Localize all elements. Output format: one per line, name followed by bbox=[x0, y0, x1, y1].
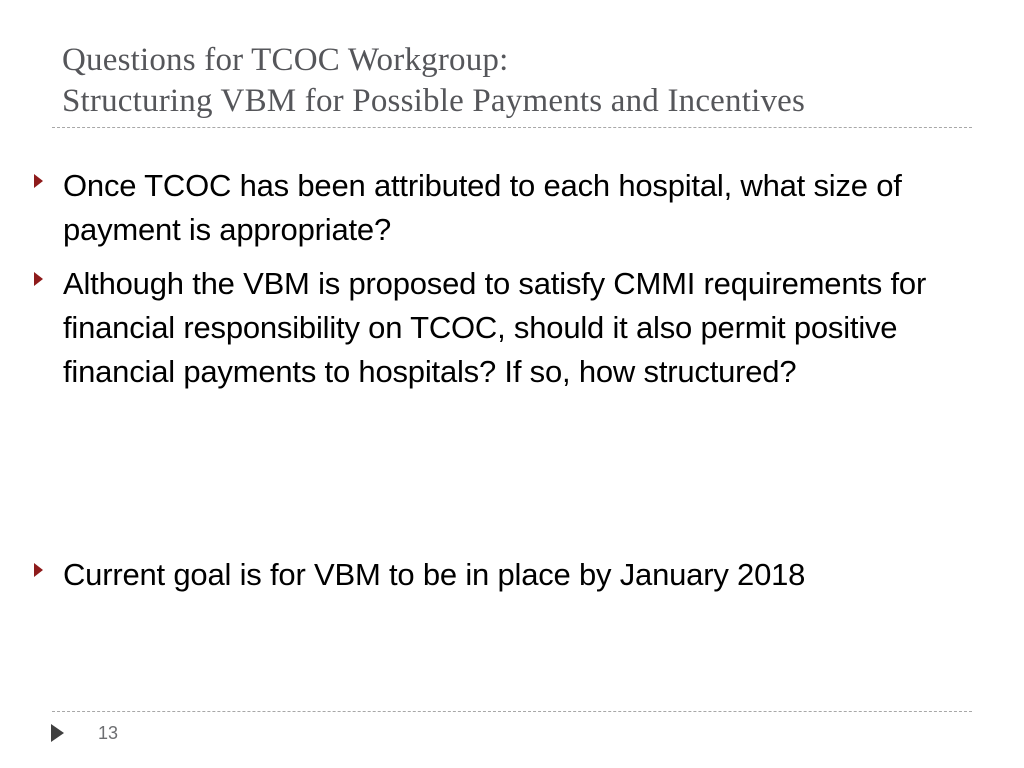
footer-divider bbox=[52, 711, 972, 712]
slide-title-line-2: Structuring VBM for Possible Payments and Incentives bbox=[62, 83, 806, 119]
bullet-text-2: Although the VBM is proposed to satisfy CMMI requirements for financial responsibility on TCOC, should it also permit positive financial payments to hospitals? If so, how structured? bbox=[63, 266, 927, 389]
triangle-right-icon bbox=[34, 174, 43, 188]
play-arrow-icon bbox=[51, 724, 64, 742]
bullet-text-1: Once TCOC has been attributed to each hospital, what size of payment is appropriate? bbox=[63, 168, 902, 247]
bullet-text-3: Current goal is for VBM to be in place by January 2018 bbox=[63, 557, 806, 592]
triangle-right-icon bbox=[34, 272, 43, 286]
page-number: 13 bbox=[98, 723, 119, 743]
triangle-right-icon bbox=[34, 563, 43, 577]
slide-title-line-1: Questions for TCOC Workgroup: bbox=[62, 42, 509, 78]
